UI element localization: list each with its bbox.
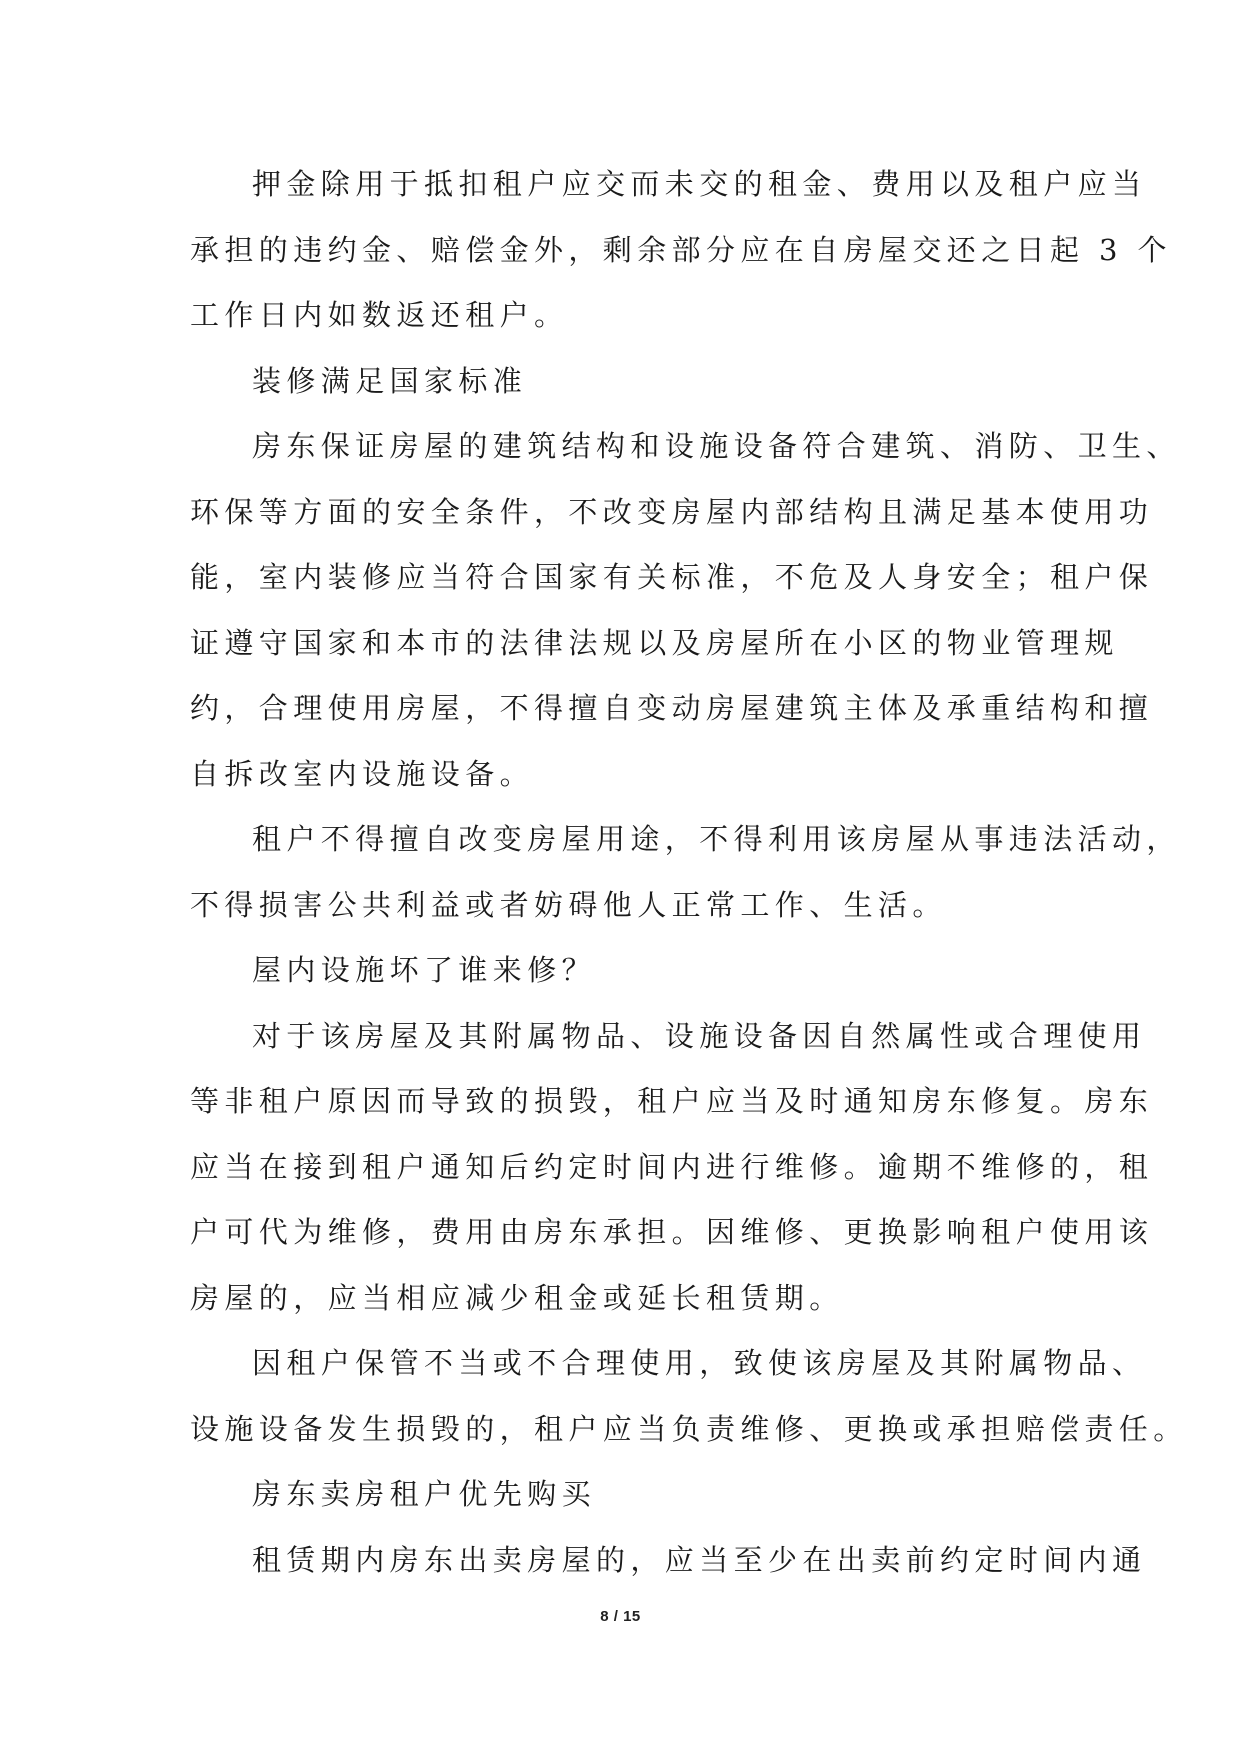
paragraph-renovation-line: 环保等方面的安全条件，不改变房屋内部结构且满足基本使用功 [190, 494, 1154, 529]
paragraph-renovation-line: 能，室内装修应当符合国家有关标准，不危及人身安全；租户保 [190, 560, 1154, 594]
paragraph-repairs-line: 户可代为维修，费用由房东承担。因维修、更换影响租户使用该 [190, 1215, 1154, 1249]
paragraph-deposit-line: 押金除用于抵扣租户应交而未交的租金、费用以及租户应当 [252, 167, 1147, 201]
paragraph-renovation-line: 自拆改室内设施设备。 [190, 756, 535, 791]
paragraph-damage-line: 因租户保管不当或不合理使用，致使该房屋及其附属物品、 [252, 1346, 1147, 1380]
document-body [190, 152, 1188, 1593]
paragraph-repairs-line: 应当在接到租户通知后约定时间内进行维修。逾期不维修的，租 [190, 1149, 1154, 1184]
paragraph-repairs-line: 房屋的，应当相应减少租金或延长租赁期。 [190, 1280, 844, 1315]
paragraph-repairs-line: 对于该房屋及其附属物品、设施设备因自然属性或合理使用 [252, 1018, 1147, 1053]
paragraph-usage-line: 不得损害公共利益或者妨碍他人正常工作、生活。 [190, 887, 947, 922]
paragraph-usage-line: 租户不得擅自改变房屋用途，不得利用该房屋从事违法活动， [252, 822, 1181, 856]
paragraph-deposit-line: 工作日内如数返还租户。 [190, 298, 569, 332]
section-heading-priority-purchase: 房东卖房租户优先购买 [252, 1477, 597, 1511]
paragraph-renovation-line: 房东保证房屋的建筑结构和设施设备符合建筑、消防、卫生、 [252, 429, 1181, 463]
paragraph-renovation-line: 证遵守国家和本市的法律法规以及房屋所在小区的物业管理规 [190, 625, 1119, 660]
paragraph-damage-line: 设施设备发生损毁的，租户应当负责维修、更换或承担赔偿责任。 [190, 1411, 1188, 1446]
paragraph-renovation-line: 约，合理使用房屋，不得擅自变动房屋建筑主体及承重结构和擅 [190, 691, 1154, 725]
paragraph-deposit-line: 承担的违约金、赔偿金外，剩余部分应在自房屋交还之日起 3 个 [190, 232, 1172, 267]
section-heading-repairs: 屋内设施坏了谁来修？ [252, 953, 597, 987]
paragraph-priority-purchase-line: 租赁期内房东出卖房屋的，应当至少在出卖前约定时间内通 [252, 1542, 1147, 1577]
paragraph-repairs-line: 等非租户原因而导致的损毁，租户应当及时通知房东修复。房东 [190, 1084, 1154, 1118]
page-number: 8 / 15 [600, 1608, 641, 1625]
section-heading-renovation: 装修满足国家标准 [252, 363, 528, 398]
